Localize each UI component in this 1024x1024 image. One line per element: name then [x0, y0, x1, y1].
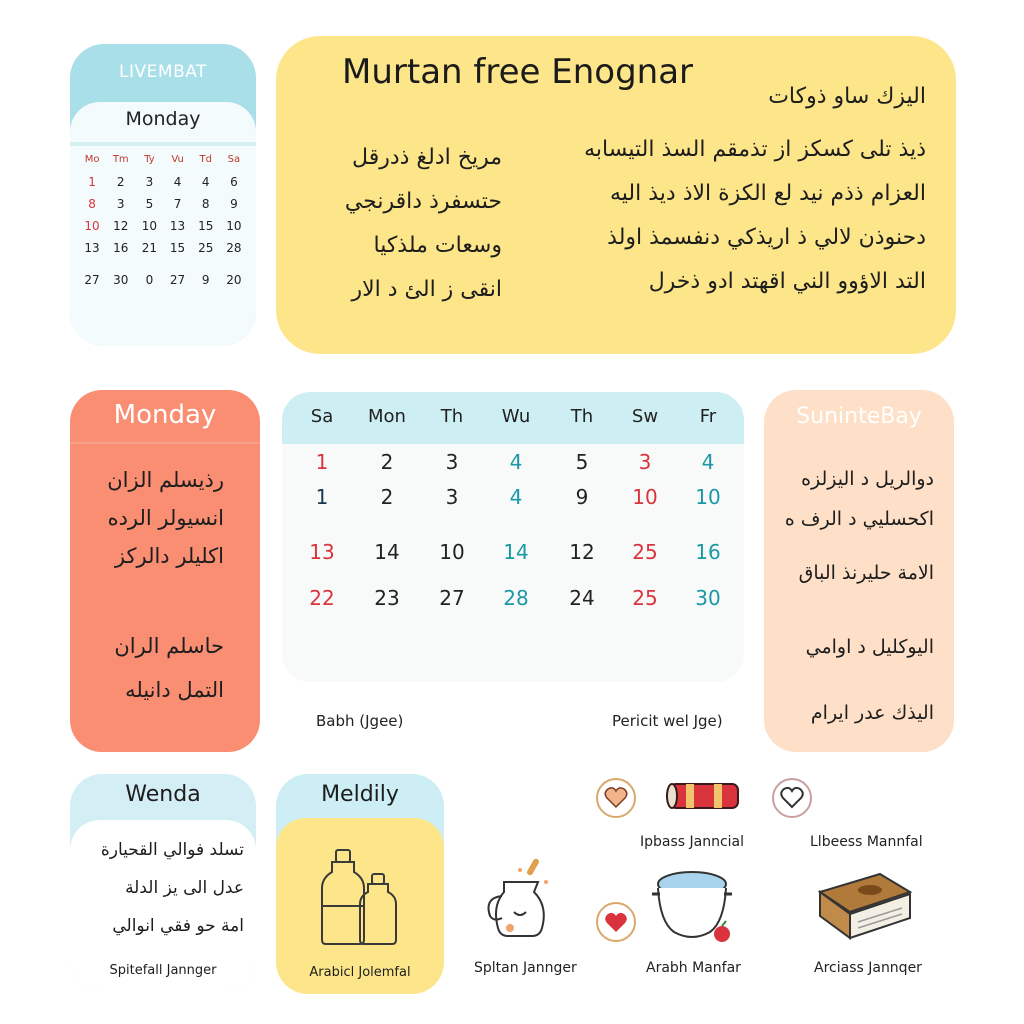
- sunday-line: اليذك عدر ايرام: [810, 702, 934, 724]
- heart-badge-icon: [594, 776, 638, 820]
- date-cell[interactable]: 10: [695, 485, 721, 509]
- meldily-card-body: [276, 818, 444, 994]
- weekday-header: Sw: [631, 406, 659, 427]
- date-cell[interactable]: 13: [309, 540, 335, 564]
- note-line: ذيذ تلى كسكز از تذمقم السذ التيسابه: [584, 137, 926, 162]
- note-line: التد الاؤوو الني اقهتد ادو ذخرل: [648, 269, 926, 294]
- date-cell[interactable]: 1: [315, 450, 329, 474]
- date-cell[interactable]: 30: [695, 586, 721, 610]
- sticker-caption: Llbeess Mannfal: [810, 834, 923, 850]
- note-line: وسعات ملذكيا: [373, 233, 502, 258]
- monday-line: التمل دانيله: [125, 678, 224, 702]
- date-cell[interactable]: 9: [230, 197, 238, 211]
- date-cell[interactable]: 25: [632, 586, 658, 610]
- note-header-line: اليزك ساو ذوكات: [768, 84, 926, 109]
- weekday-header: Td: [199, 154, 212, 165]
- monday-line: رذيسلم الزان: [107, 468, 224, 492]
- mini-calendar-card: [70, 44, 256, 346]
- wenda-card: [70, 774, 256, 992]
- date-cell[interactable]: 4: [201, 175, 210, 189]
- sunday-line: دوالريل د اليزلزه: [801, 468, 934, 490]
- date-cell[interactable]: 4: [509, 485, 523, 509]
- weekday-header: Mon: [368, 406, 406, 427]
- wenda-line: عدل الى يز الدلة: [125, 878, 244, 898]
- note-line: انقى ز الئ د الار: [351, 277, 502, 302]
- heart-outline-icon: [770, 776, 814, 820]
- weekday-header: Th: [440, 406, 464, 427]
- sticker-caption: Spltan Jannger: [474, 960, 577, 976]
- wenda-card-body: [70, 820, 256, 992]
- date-cell[interactable]: 28: [503, 586, 529, 610]
- date-cell[interactable]: 14: [503, 540, 529, 564]
- note-left-column: [312, 136, 502, 312]
- date-cell[interactable]: 25: [198, 241, 214, 255]
- apple-badge-icon: [594, 900, 638, 944]
- weekday-header: Ty: [144, 154, 155, 165]
- date-cell[interactable]: 1: [315, 485, 329, 509]
- sunday-card: [764, 390, 954, 752]
- date-cell[interactable]: 13: [84, 241, 100, 255]
- date-cell[interactable]: 2: [116, 175, 125, 189]
- bottles-icon: [318, 844, 402, 948]
- weekday-header: Sa: [310, 406, 334, 427]
- sunday-card-title: SuninteBay: [796, 404, 922, 429]
- date-cell[interactable]: 30: [113, 273, 129, 287]
- date-cell[interactable]: 4: [701, 450, 715, 474]
- sticker-caption: Arciass Jannqer: [814, 960, 922, 976]
- wenda-line: امة حو فقي انوالي: [112, 916, 244, 936]
- date-cell[interactable]: 8: [88, 197, 96, 211]
- monday-line: انسيولر الرده: [107, 506, 224, 530]
- date-cell[interactable]: 12: [113, 219, 129, 233]
- weekday-header: Sa: [227, 154, 241, 165]
- note-right-column: [546, 128, 926, 304]
- date-cell[interactable]: 25: [632, 540, 658, 564]
- scroll-icon: [664, 778, 744, 814]
- divider: [70, 442, 260, 444]
- divider: [70, 142, 256, 146]
- date-cell[interactable]: 3: [445, 485, 459, 509]
- date-cell[interactable]: 5: [575, 450, 589, 474]
- sticker-caption: Arabh Manfar: [646, 960, 741, 976]
- sticker-caption: Ipbass Janncial: [640, 834, 745, 850]
- calendar-footer-left: Babh (Jgee): [316, 712, 404, 730]
- date-cell[interactable]: 9: [575, 485, 589, 509]
- wenda-caption: Spitefall Jannger: [109, 963, 217, 978]
- date-cell[interactable]: 24: [569, 586, 595, 610]
- monday-line: حاسلم الران: [114, 634, 224, 658]
- weekday-header: Vu: [171, 154, 184, 165]
- mini-calendar-day: Monday: [125, 108, 201, 130]
- date-cell[interactable]: 10: [226, 219, 242, 233]
- date-cell[interactable]: 10: [439, 540, 465, 564]
- sunday-line: الامة حليرنذ الباق: [798, 562, 934, 584]
- date-cell[interactable]: 13: [169, 219, 186, 233]
- date-cell[interactable]: 14: [374, 540, 400, 564]
- monday-line: اكليلر دالركز: [114, 544, 224, 568]
- pot-icon: [646, 864, 746, 948]
- date-cell[interactable]: 10: [141, 219, 158, 233]
- date-cell[interactable]: 0: [145, 273, 154, 287]
- big-calendar: [282, 392, 744, 682]
- monday-card: [70, 390, 260, 752]
- date-cell[interactable]: 27: [84, 273, 100, 287]
- mini-calendar-grid: [78, 152, 248, 291]
- date-cell[interactable]: 10: [632, 485, 658, 509]
- date-cell[interactable]: 12: [569, 540, 595, 564]
- date-cell[interactable]: 7: [173, 197, 182, 211]
- weekday-header: Mo: [84, 154, 100, 165]
- wenda-card-title: Wenda: [125, 782, 201, 807]
- meldily-card: [276, 774, 444, 994]
- date-cell[interactable]: 3: [445, 450, 459, 474]
- monday-card-title: Monday: [113, 400, 217, 430]
- date-cell[interactable]: 20: [226, 273, 242, 287]
- weekday-header: Th: [570, 406, 594, 427]
- date-cell[interactable]: 21: [141, 241, 158, 255]
- date-cell[interactable]: 1: [88, 175, 96, 189]
- date-cell[interactable]: 27: [439, 586, 465, 610]
- date-cell[interactable]: 16: [113, 241, 129, 255]
- date-cell[interactable]: 3: [116, 197, 125, 211]
- weekday-header: Wu: [501, 406, 531, 427]
- book-icon: [814, 862, 918, 946]
- mini-calendar-title: LIVEMBAT: [119, 62, 207, 82]
- date-cell[interactable]: 5: [145, 197, 154, 211]
- date-cell[interactable]: 2: [380, 450, 394, 474]
- meldily-caption: Arabicl Jolemfal: [309, 965, 411, 980]
- date-cell[interactable]: 8: [201, 197, 210, 211]
- note-line: العزام ذذم نيد لع الكزة الاذ ديذ اليه: [610, 181, 926, 206]
- date-cell[interactable]: 10: [84, 219, 100, 233]
- date-cell[interactable]: 3: [638, 450, 652, 474]
- note-line: حتسفرذ داقرنجي: [344, 189, 502, 214]
- mini-calendar-body: [70, 102, 256, 346]
- calendar-footer-right: Pericit wel Jge): [612, 712, 723, 730]
- date-cell[interactable]: 15: [169, 241, 186, 255]
- wenda-line: تسلد فوالي القحيارة: [100, 840, 244, 860]
- note-card: [276, 36, 956, 354]
- note-title: Murtan free Enognar: [342, 52, 694, 92]
- date-cell[interactable]: 4: [509, 450, 523, 474]
- date-cell[interactable]: 27: [169, 273, 186, 287]
- date-cell[interactable]: 3: [145, 175, 154, 189]
- date-cell[interactable]: 9: [201, 273, 210, 287]
- note-line: دحنوذن لالي ذ اريذكي دنفسمذ اولذ: [607, 225, 926, 250]
- date-cell[interactable]: 4: [173, 175, 182, 189]
- date-cell[interactable]: 22: [309, 586, 335, 610]
- sunday-line: اليوكليل د اوامي: [805, 636, 934, 658]
- weekday-header: Fr: [699, 406, 717, 427]
- jug-icon: [474, 852, 570, 948]
- note-line: مريخ ادلغ ذدرقل: [352, 145, 502, 170]
- date-cell[interactable]: 2: [380, 485, 394, 509]
- date-cell[interactable]: 16: [695, 540, 721, 564]
- date-cell[interactable]: 6: [230, 175, 238, 189]
- date-cell[interactable]: 23: [374, 586, 400, 610]
- sunday-line: اكحسليي د الرف ه: [784, 508, 934, 530]
- date-cell[interactable]: 15: [198, 219, 214, 233]
- date-cell[interactable]: 28: [226, 241, 242, 255]
- meldily-card-title: Meldily: [321, 782, 399, 807]
- weekday-header: Tm: [112, 154, 129, 165]
